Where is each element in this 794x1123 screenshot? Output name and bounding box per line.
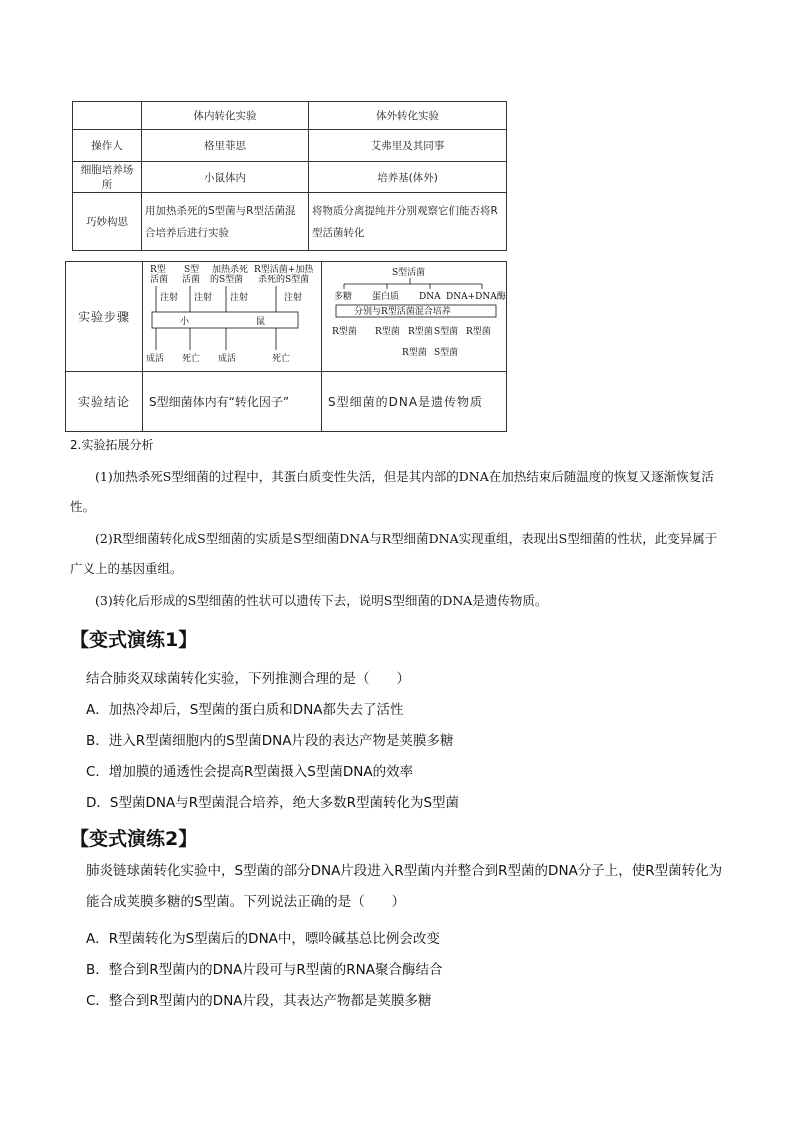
cell-in-vitro: 艾弗里及其同事 — [309, 130, 507, 162]
result-1: R型菌 — [332, 327, 357, 337]
exercise-2-option-a: A．R型菌转化为S型菌后的DNA中，嘌呤碱基总比例会改变 — [86, 931, 440, 947]
exercise-2-option-c: C．整合到R型菌内的DNA片段，其表达产物都是荚膜多糖 — [86, 993, 432, 1009]
result-4: S型菌 — [434, 327, 459, 337]
comparison-table — [72, 101, 507, 251]
g4-line2: 杀死的S型菌 — [258, 275, 310, 285]
table-header-in-vitro: 体外转化实验 — [309, 102, 507, 130]
cell-in-vivo: 用加热杀死的S型菌与R型活菌混合培养后进行实验 — [142, 193, 309, 251]
table-row — [73, 130, 507, 162]
row-label: 巧妙构思 — [73, 193, 142, 251]
component-dna: DNA — [419, 292, 441, 302]
g4-line1: R型活菌+加热 — [254, 265, 314, 275]
exercise-1-option-b: B．进入R型菌细胞内的S型菌DNA片段的表达产物是荚膜多糖 — [86, 733, 454, 749]
exercise-2-option-b: B．整合到R型菌内的DNA片段可与R型菌的RNA聚合酶结合 — [86, 962, 443, 978]
inject-3: 注射 — [230, 293, 249, 303]
component-dna-dnase: DNA+DNA酶 — [446, 292, 506, 302]
inject-4: 注射 — [284, 293, 303, 303]
component-protein: 蛋白质 — [372, 292, 400, 302]
exercise-1-option-c: C．增加膜的通透性会提高R型菌摄入S型菌DNA的效率 — [86, 764, 414, 780]
exercise-2-question: 肺炎链球菌转化实验中，S型菌的部分DNA片段进入R型菌内并整合到R型菌的DNA分子上，使R型菌转化为能合成荚膜多糖的S型菌。下列说法正确的是（ ） — [86, 863, 723, 910]
table-row — [73, 162, 507, 193]
paragraph-1: (1)加热杀死S型细菌的过程中，其蛋白质变性失活，但是其内部的DNA在加热结束后随温度的恢复又逐渐恢复活性。 — [70, 469, 714, 514]
conclusion-in-vitro: S型细菌的DNA是遗传物质 — [322, 372, 507, 432]
exercise-2-heading: 【变式演练2】 — [70, 828, 198, 850]
inject-1: 注射 — [160, 293, 179, 303]
s-live-label: S型活菌 — [392, 268, 426, 278]
mouse-right-char: 鼠 — [256, 317, 266, 327]
g2-line2: 活菌 — [182, 275, 201, 285]
mix-culture-label: 分别与R型活菌混合培养 — [354, 307, 451, 317]
outcome-4: 死亡 — [272, 354, 291, 364]
outcome-3: 成活 — [218, 354, 237, 364]
sub-result-2: S型菌 — [434, 348, 459, 358]
cell-in-vivo: 格里菲思 — [142, 130, 309, 162]
g1-line1: R型 — [150, 265, 166, 275]
exercise-1-heading: 【变式演练1】 — [70, 629, 198, 651]
conclusion-in-vivo: S型细菌体内有“转化因子” — [143, 372, 322, 432]
table-header-empty — [73, 102, 142, 130]
paragraph-3: (3)转化后形成的S型细菌的性状可以遗传下去，说明S型细菌的DNA是遗传物质。 — [95, 593, 548, 608]
conclusion-label: 实验结论 — [66, 372, 143, 432]
cell-in-vivo: 小鼠体内 — [142, 162, 309, 193]
exercise-1-option-a: A．加热冷却后，S型菌的蛋白质和DNA都失去了活性 — [86, 702, 404, 718]
in-vitro-diagram — [322, 262, 506, 368]
row-label: 细胞培养场所 — [73, 162, 142, 193]
g3-line2: 的S型菌 — [210, 275, 244, 285]
in-vitro-diagram-cell — [322, 262, 507, 372]
result-3: R型菌 — [408, 327, 433, 337]
exercise-1-question: 结合肺炎双球菌转化实验，下列推测合理的是（ ） — [86, 671, 410, 687]
g1-line2: 活菌 — [150, 275, 169, 285]
outcome-1: 成活 — [146, 354, 165, 364]
outcome-2: 死亡 — [182, 354, 201, 364]
component-polysaccharide: 多糖 — [334, 292, 353, 302]
steps-label: 实验步骤 — [66, 262, 143, 372]
row-label: 操作人 — [73, 130, 142, 162]
table-row — [73, 193, 507, 251]
in-vivo-flow — [146, 262, 324, 368]
cell-in-vitro: 将物质分离提纯并分别观察它们能否将R型活菌转化 — [309, 193, 507, 251]
result-2: R型菌 — [375, 327, 400, 337]
g2-line1: S型 — [184, 265, 200, 275]
mouse-left-char: 小 — [180, 317, 190, 327]
inject-2: 注射 — [194, 293, 213, 303]
exercise-1-option-d: D．S型菌DNA与R型菌混合培养，绝大多数R型菌转化为S型菌 — [86, 795, 460, 811]
sub-result-1: R型菌 — [402, 348, 427, 358]
section-title: 2.实验拓展分析 — [70, 438, 154, 452]
g3-line1: 加热杀死 — [212, 265, 249, 275]
result-5: R型菌 — [466, 327, 491, 337]
paragraph-2: (2)R型细菌转化成S型细菌的实质是S型细菌DNA与R型细菌DNA实现重组，表现出S型细菌的性状，此变异属于广义上的基因重组。 — [70, 531, 718, 576]
cell-in-vitro: 培养基(体外) — [309, 162, 507, 193]
table-header-in-vivo: 体内转化实验 — [142, 102, 309, 130]
